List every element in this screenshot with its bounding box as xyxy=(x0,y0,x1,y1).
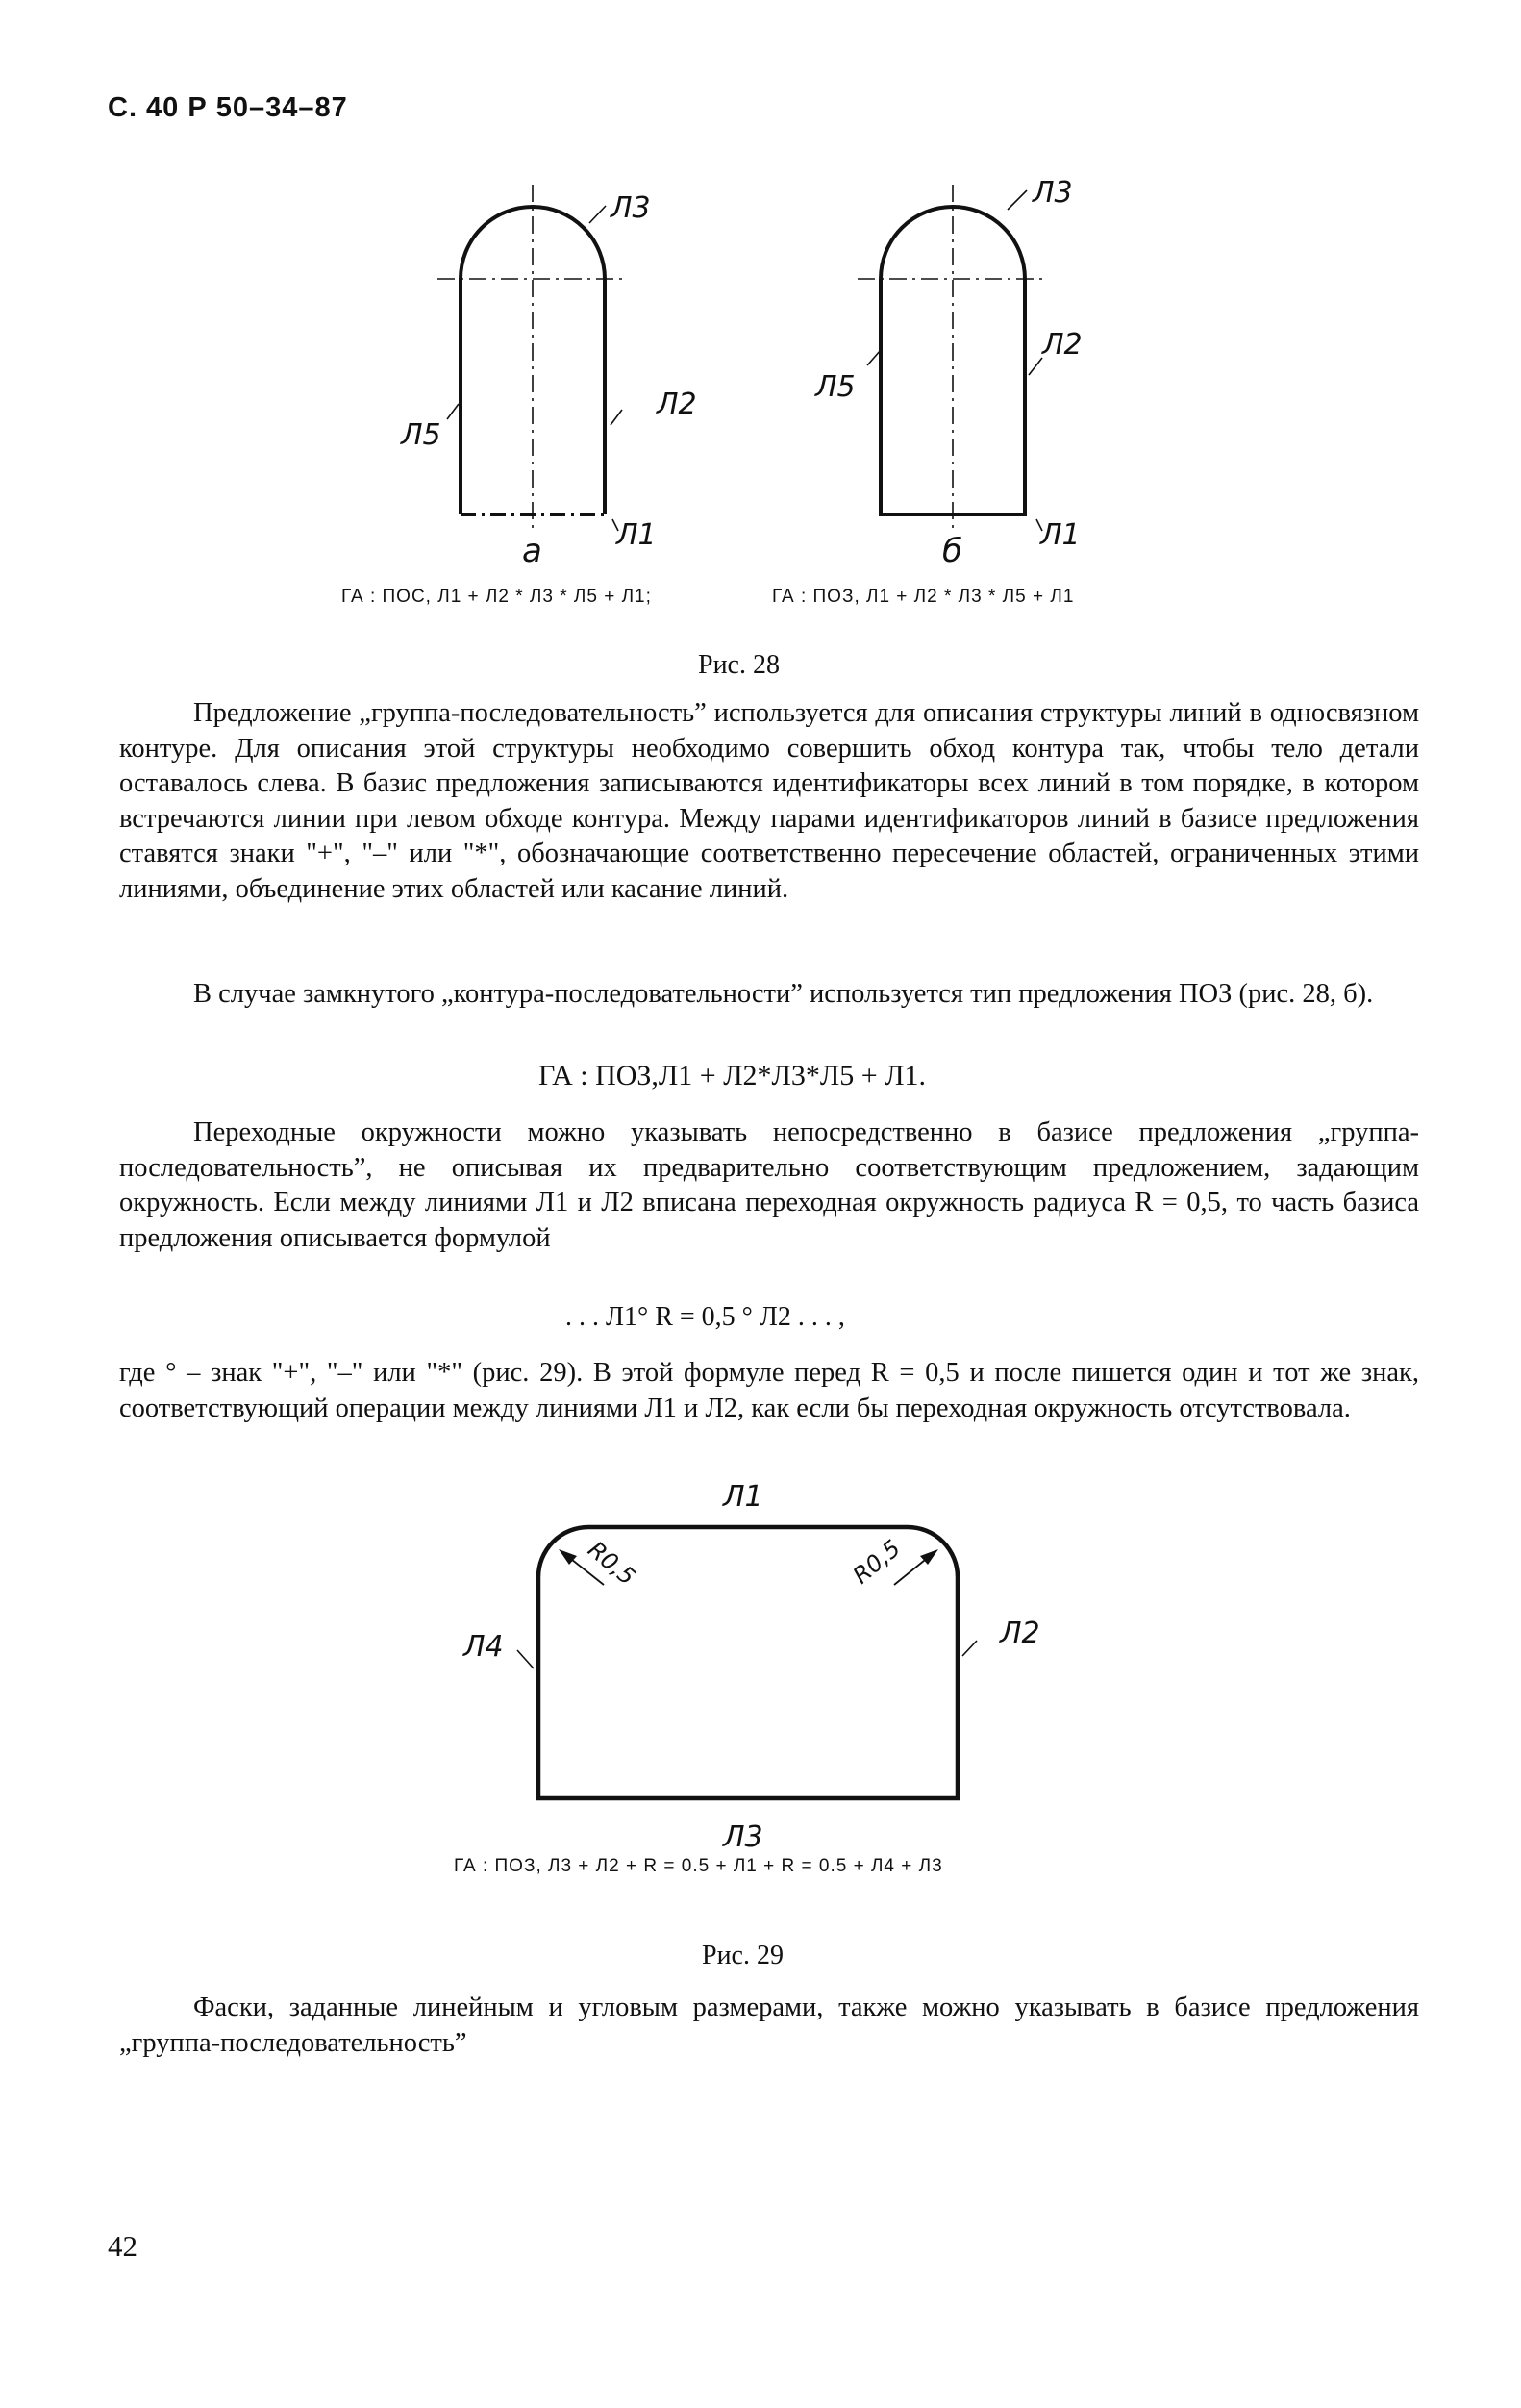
paragraph-1: Предложение „группа-последовательность” используется для описания структуры линий в односвязном контуре. Для описания этой структуры необходимо совершить обход контура так, чтобы тело детали оставалось слева. В базис предложения записываются идентификаторы всех линий в том порядке, в котором встречаются линии при левом обходе контура. Между парами идентификаторов линий в базисе предложения ставятся знаки "+", "–" или "*", обозначающие соответственно пересечение областей, ограниченных этими линиями, объединение этих областей или касание линий. xyxy=(119,698,1419,904)
page-number: 42 xyxy=(108,2229,137,2263)
fig28a-label-l2: Л2 xyxy=(657,388,697,421)
formula-1: ГА : ПОЗ,Л1 + Л2*Л3*Л5 + Л1. xyxy=(538,1060,927,1091)
paragraph-3: Переходные окружности можно указывать непосредственно в базисе предложения „группа-последовательность”, не описывая их предварительно соответствующим предложением, задающим окружность. Если между линиями Л1 и Л2 вписана переходная окружность радиуса R = 0,5, то часть базиса предложения описывается формулой xyxy=(119,1117,1419,1253)
figure-28a-drawing xyxy=(370,173,697,577)
page-header: С. 40 Р 50–34–87 xyxy=(108,92,348,123)
fig28a-sublabel: а xyxy=(522,532,542,570)
fig28b-sublabel: б xyxy=(942,532,962,570)
fig29-caption: Рис. 29 xyxy=(702,1941,784,1970)
fig28b-label-l3: Л3 xyxy=(1033,176,1073,210)
fig28b-label-l5: Л5 xyxy=(815,370,856,404)
fig29-label-l1: Л1 xyxy=(723,1480,763,1514)
fig29-label-l3: Л3 xyxy=(723,1820,763,1854)
fig29-label-l2: Л2 xyxy=(1000,1617,1040,1650)
fig28a-label-l5: Л5 xyxy=(401,418,441,452)
paragraph-5: Фаски, заданные линейным и угловым размерами, также можно указывать в базисе предложения „группа-последовательность” xyxy=(119,1993,1419,2058)
fig28b-label-l2: Л2 xyxy=(1042,328,1083,362)
formula-2: . . . Л1° R = 0,5 ° Л2 . . . , xyxy=(565,1302,845,1332)
fig29-radius-right: R0,5 xyxy=(847,1534,906,1590)
paragraph-4: где ° – знак "+", "–" или "*" (рис. 29). В этой формуле перед R = 0,5 и после пишется один и тот же знак, соответствующий операции между линиями Л1 и Л2, как если бы переходная окружность отсутствовала. xyxy=(119,1358,1419,1423)
paragraph-2: В случае замкнутого „контура-последовательности” используется тип предложения ПОЗ (рис. 28, б). xyxy=(193,979,1374,1009)
figure-29 xyxy=(442,1471,1077,1856)
fig29-label-l4: Л4 xyxy=(463,1630,504,1664)
fig28a-label-l3: Л3 xyxy=(611,191,651,225)
fig28-caption: Рис. 28 xyxy=(698,650,780,680)
fig28a-label-l1: Л1 xyxy=(616,518,657,552)
figure-28a xyxy=(370,173,697,577)
figure-29-drawing xyxy=(442,1471,1077,1856)
fig29-formula: ГА : ПОЗ, Л3 + Л2 + R = 0.5 + Л1 + R = 0.5 + Л4 + Л3 xyxy=(454,1856,943,1876)
figure-28b-drawing xyxy=(790,173,1117,577)
fig29-radius-left: R0,5 xyxy=(583,1536,641,1591)
fig28b-label-l1: Л1 xyxy=(1040,518,1081,552)
fig28b-formula: ГА : ПОЗ, Л1 + Л2 * Л3 * Л5 + Л1 xyxy=(772,587,1075,607)
figure-28b xyxy=(790,173,1117,577)
fig28a-formula: ГА : ПОС, Л1 + Л2 * Л3 * Л5 + Л1; xyxy=(341,587,652,607)
